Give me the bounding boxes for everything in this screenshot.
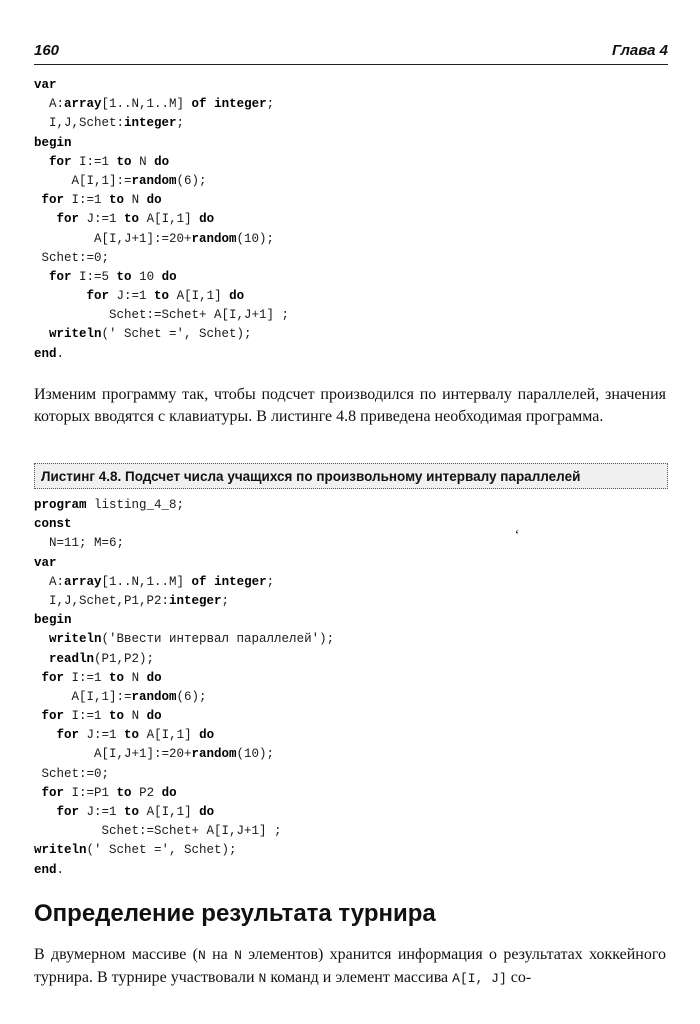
- code1-line: end.: [34, 346, 65, 361]
- code2-line: begin: [34, 613, 72, 628]
- code2-line: Schet:=0;: [34, 766, 110, 781]
- code2-line: readln(P1,P2);: [49, 651, 155, 666]
- code2-line: for I:=1 to N do: [41, 709, 162, 724]
- header-divider: [34, 64, 668, 65]
- code1-line: for J:=1 to A[I,1] do: [56, 212, 215, 227]
- stray-mark: ʻ: [514, 528, 519, 543]
- code-inline: N: [197, 948, 206, 963]
- code1-line: for I:=1 to N do: [49, 154, 170, 169]
- code1-line: for J:=1 to A[I,1] do: [86, 289, 245, 304]
- code-inline: N: [234, 948, 242, 963]
- code-inline: A[I, J]: [452, 971, 507, 986]
- listing-caption: Листинг 4.8. Подсчет числа учащихся по произвольному интервалу параллелей: [34, 463, 668, 489]
- text-run: на: [205, 946, 235, 963]
- code1-line: for I:=1 to N do: [41, 193, 162, 208]
- section-heading: Определение результата турнира: [34, 900, 436, 927]
- code2-line: for I:=1 to N do: [41, 670, 162, 685]
- code-inline: N: [258, 971, 267, 986]
- code2-line: for I:=P1 to P2 do: [41, 785, 177, 800]
- code1-line: I,J,Schet:integer;: [34, 116, 185, 131]
- code1-line: A[I,1]:=random(6);: [34, 173, 207, 188]
- code2-line: end.: [34, 862, 65, 877]
- paragraph-intro: Изменим программу так, чтобы подсчет производился по интервалу параллелей, значения которых вводятся с клавиатуры. В листинге 4.8 приведена необходимая программа.: [34, 386, 666, 425]
- code2-line: A:array[1..N,1..M] of integer;: [34, 574, 275, 589]
- code2-line: var: [34, 555, 57, 570]
- page-header: [34, 40, 668, 62]
- code2-line: I,J,Schet,P1,P2:integer;: [34, 593, 230, 608]
- text-run: элементов) хранится информация о результатах хоккейного турнира. В турнире участвовали: [34, 946, 666, 986]
- code2-line: const: [34, 517, 72, 532]
- chapter-label: Глава 4: [611, 42, 668, 59]
- code1-line: writeln(' Schet =', Schet);: [49, 327, 252, 342]
- paragraph-tournament: [34, 944, 666, 990]
- code2-line: writeln(' Schet =', Schet);: [34, 843, 237, 858]
- code2-line: Schet:=Schet+ A[I,J+1] ;: [34, 824, 282, 839]
- code2-line: writeln('Ввести интервал параллелей');: [49, 632, 335, 647]
- code-listing-2: [34, 496, 334, 880]
- code1-line: Schet:=Schet+ A[I,J+1] ;: [34, 308, 290, 323]
- code2-line: for J:=1 to A[I,1] do: [56, 728, 215, 743]
- code1-line: var: [34, 78, 57, 92]
- code2-line: for J:=1 to A[I,1] do: [56, 805, 215, 819]
- code2-line: program listing_4_8;: [34, 498, 185, 512]
- code1-line: for I:=5 to 10 do: [49, 269, 177, 284]
- code1-line: A:array[1..N,1..M] of integer;: [34, 97, 275, 112]
- text-run: В двумерном массиве (: [34, 946, 198, 963]
- code1-line: begin: [34, 135, 72, 150]
- code2-line: A[I,J+1]:=20+random(10);: [34, 747, 275, 762]
- text-run: со-: [506, 969, 532, 986]
- code2-line: N=11; M=6;: [34, 536, 125, 551]
- text-run: команд и элемент массива: [266, 969, 453, 986]
- page-number: 160: [34, 42, 60, 59]
- code1-line: A[I,J+1]:=20+random(10);: [34, 231, 275, 246]
- code2-line: A[I,1]:=random(6);: [34, 689, 207, 704]
- code1-line: Schet:=0;: [34, 250, 110, 265]
- code-listing-1: [34, 76, 289, 364]
